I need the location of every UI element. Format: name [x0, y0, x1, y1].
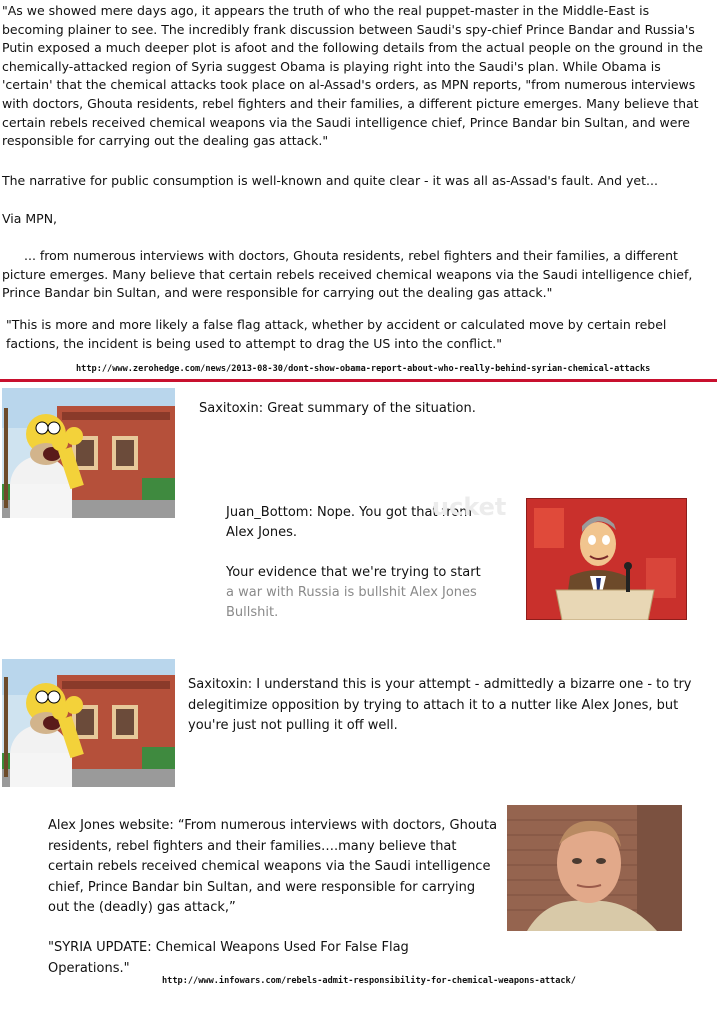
article-paragraph-narrative: The narrative for public consumption is well-known and quite clear - it was all as-Assad's fault. And yet... — [2, 173, 658, 188]
article-blockquote: ... from numerous interviews with doctors, Ghouta residents, rebel fighters and their families, a different picture emerges. Many believe that certain rebels received chemical weapons via the Saudi intelligence chief, Prince Bandar bin Sultan, and were responsible for carrying out the dealing gas attack." — [2, 248, 693, 301]
alex-jones-quote: Alex Jones website: “From numerous interviews with doctors, Ghouta residents, rebel fighters and their families….many believe that certain rebels received chemical weapons via the Saudi intelligence chief, Prince Bandar bin Sultan, and were responsible for carrying out the (deadly) gas attack,” — [48, 818, 498, 915]
juan-line-1: Juan_Bottom: Nope. You got that from — [226, 505, 472, 520]
zerohedge-source-link[interactable]: http://www.zerohedge.com/news/2013-08-30/dont-show-obama-report-about-who-really-behind-syrian-chemical-attacks — [76, 364, 651, 374]
homer-image-2 — [2, 659, 175, 787]
section-divider — [0, 379, 717, 382]
juan-line-2: Alex Jones. — [226, 525, 298, 540]
homer-image-1 — [2, 388, 175, 518]
juan-line-4: a war with Russia is bullshit Alex Jones — [226, 585, 477, 600]
watermark: ucket — [432, 493, 507, 521]
juan-line-3: Your evidence that we're trying to start — [226, 565, 481, 580]
saxitoxin-comment-1: Saxitoxin: Great summary of the situation. — [199, 401, 476, 416]
article-pull-quote: "This is more and more likely a false flag attack, whether by accident or calculated move by certain rebel factions, the incident is being used to attempt to drag the US into the conflict." — [6, 317, 667, 351]
juan-bottom-comment — [226, 503, 526, 623]
juan-line-5: Bullshit. — [226, 605, 279, 620]
article-paragraph-intro: "As we showed mere days ago, it appears the truth of who the real puppet-master in the Middle-East is becoming plainer to see. The incredibly frank discussion between Saudi's spy-chief Prince Bandar and Russia's Putin exposed a much deeper plot is afoot and the following details from the actual people on the ground in the chemically-attacked region of Syria suggest Obama is playing right into the Saudi's plan. While Obama is 'certain' that the chemical attacks took place on al-Assad's orders, as MPN reports, "from numerous interviews with doctors, Ghouta residents, rebel fighters and their families, a different picture emerges. Many believe that certain rebels received chemical weapons via the Saudi intelligence chief, Prince Bandar bin Sultan, and were responsible for carrying out the dealing gas attack." — [2, 3, 703, 149]
alex-jones-photo — [507, 805, 682, 931]
alex-jones-headline: "SYRIA UPDATE: Chemical Weapons Used For False Flag Operations." — [48, 940, 409, 976]
article-paragraph-via: Via MPN, — [2, 211, 58, 226]
infowars-source-link[interactable]: http://www.infowars.com/rebels-admit-responsibility-for-chemical-weapons-attack/ — [162, 976, 576, 986]
saxitoxin-comment-2: Saxitoxin: I understand this is your attempt - admittedly a bizarre one - to try delegitimize opposition by trying to attach it to a nutter like Alex Jones, but you're just not pulling it off well. — [188, 677, 692, 733]
podium-speaker-image — [526, 498, 687, 620]
